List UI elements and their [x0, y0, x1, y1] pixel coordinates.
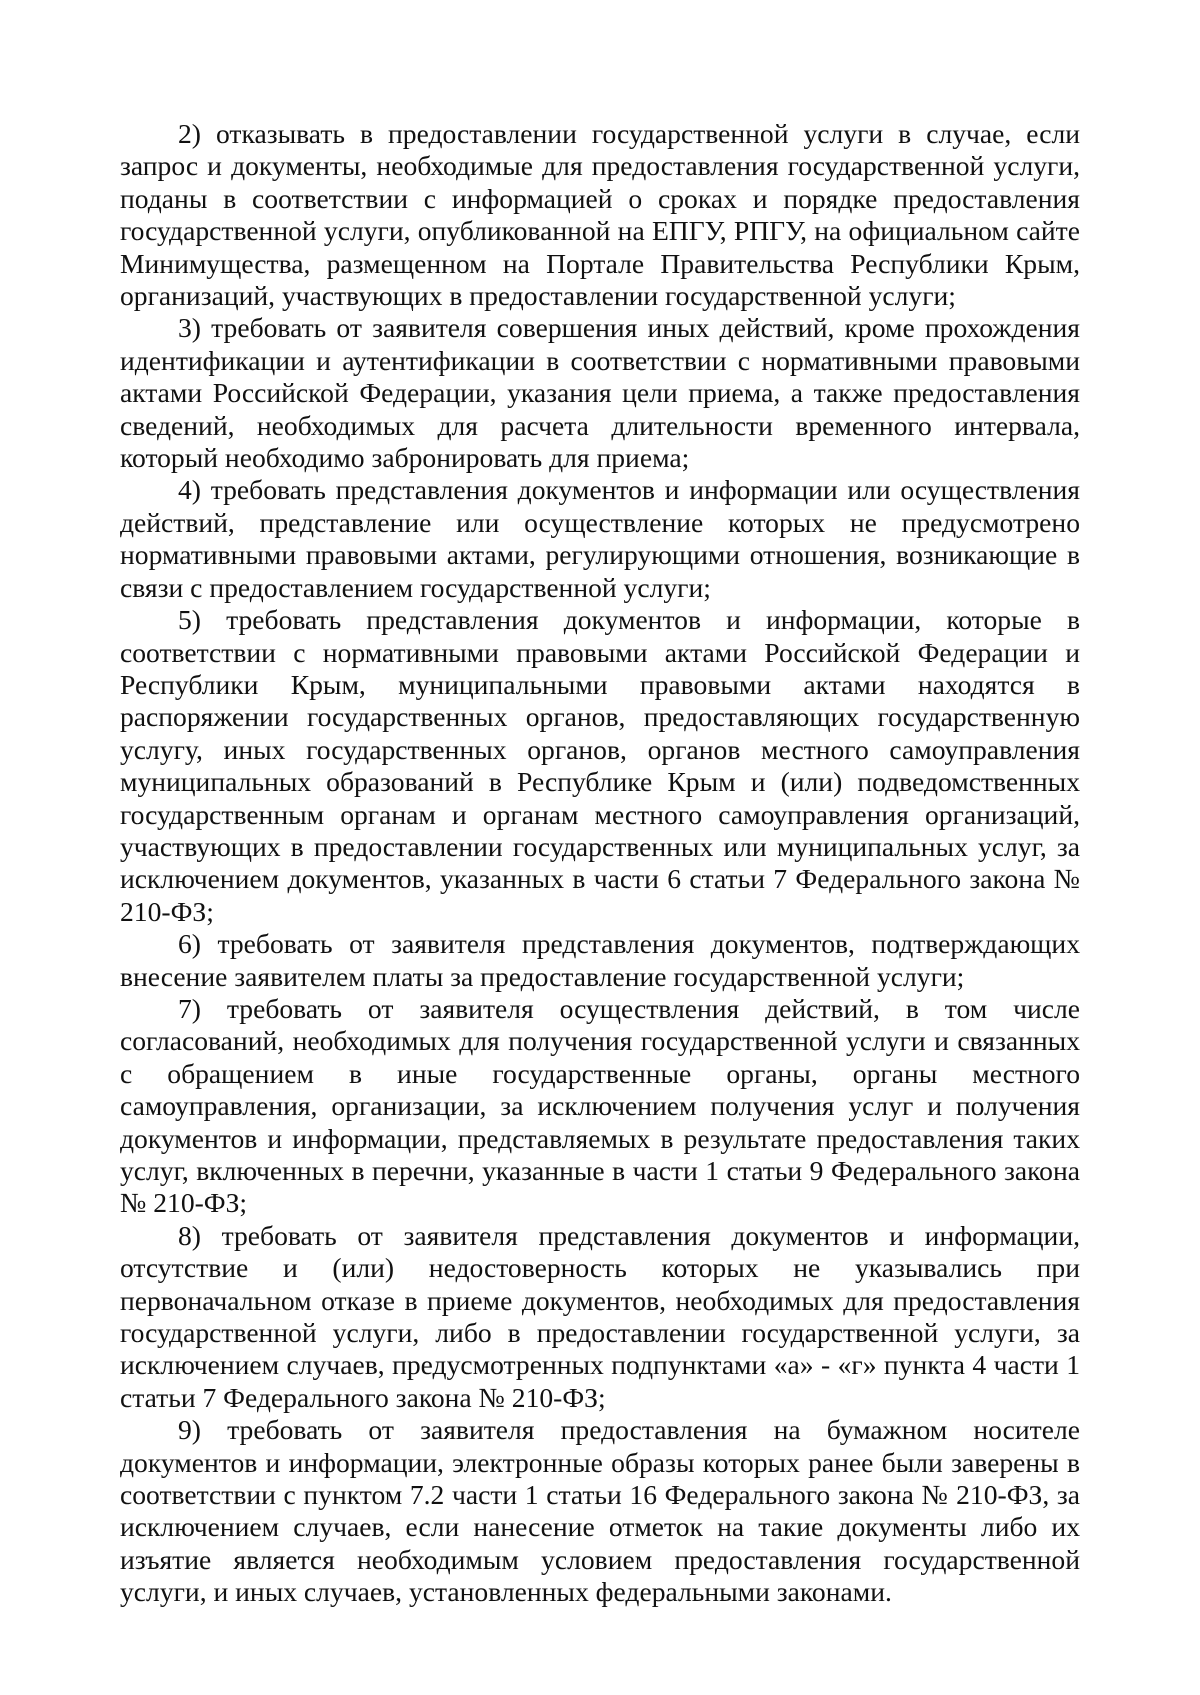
paragraph-item-4: 4) требовать представления документов и информации или осуществления действий, представление или осуществление которых не предусмотрено нормативными правовыми актами, регулирующими отношения, возникающие в связи с предоставлением государственной услуги; — [120, 474, 1080, 603]
paragraph-item-6: 6) требовать от заявителя представления документов, подтверждающих внесение заявителем платы за предоставление государственной услуги; — [120, 928, 1080, 992]
paragraph-item-2: 2) отказывать в предоставлении государственной услуги в случае, если запрос и документы, необходимые для предоставления государственной услуги, поданы в соответствии с информацией о сроках и порядке предоставления государственной услуги, опубликованной на ЕПГУ, РПГУ, на официальном сайте Минимущества, размещенном на Портале Правительства Республики Крым, организаций, участвующих в предоставлении государственной услуги; — [120, 118, 1080, 312]
paragraph-item-3: 3) требовать от заявителя совершения иных действий, кроме прохождения идентификации и аутентификации в соответствии с нормативными правовыми актами Российской Федерации, указания цели приема, а также предоставления сведений, необходимых для расчета длительности временного интервала, который необходимо забронировать для приема; — [120, 312, 1080, 474]
paragraph-item-7: 7) требовать от заявителя осуществления действий, в том числе согласований, необходимых для получения государственной услуги и связанных с обращением в иные государственные органы, органы местного самоуправления, организации, за исключением получения услуг и получения документов и информации, представляемых в результате предоставления таких услуг, включенных в перечни, указанные в части 1 статьи 9 Федерального закона № 210-ФЗ; — [120, 992, 1080, 1219]
document-page — [120, 118, 1080, 1609]
paragraph-item-9: 9) требовать от заявителя предоставления на бумажном носителе документов и информации, электронные образы которых ранее были заверены в соответствии с пунктом 7.2 части 1 статьи 16 Федерального закона № 210-ФЗ, за исключением случаев, если нанесение отметок на такие документы либо их изъятие является необходимым условием предоставления государственной услуги, и иных случаев, установленных федеральными законами. — [120, 1414, 1080, 1608]
paragraph-item-5: 5) требовать представления документов и информации, которые в соответствии с нормативными правовыми актами Российской Федерации и Республики Крым, муниципальными правовыми актами находятся в распоряжении государственных органов, предоставляющих государственную услугу, иных государственных органов, органов местного самоуправления муниципальных образований в Республике Крым и (или) подведомственных государственным органам и органам местного самоуправления организаций, участвующих в предоставлении государственных или муниципальных услуг, за исключением документов, указанных в части 6 статьи 7 Федерального закона № 210-ФЗ; — [120, 604, 1080, 927]
paragraph-item-8: 8) требовать от заявителя представления документов и информации, отсутствие и (или) недостоверность которых не указывались при первоначальном отказе в приеме документов, необходимых для предоставления государственной услуги, либо в предоставлении государственной услуги, за исключением случаев, предусмотренных подпунктами «а» - «г» пункта 4 части 1 статьи 7 Федерального закона № 210-ФЗ; — [120, 1219, 1080, 1413]
